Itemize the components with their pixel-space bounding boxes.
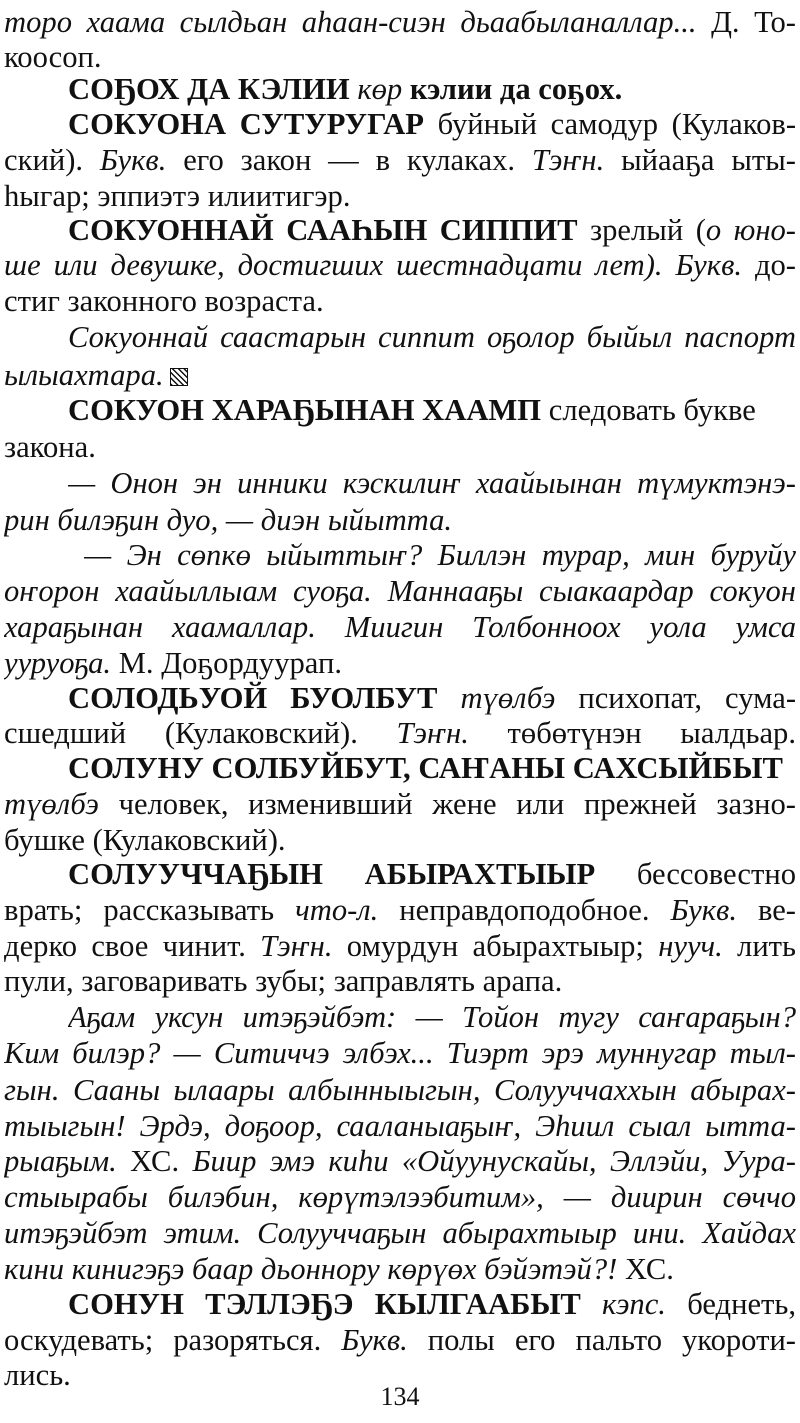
text-run: его закон — в кулаках. — [183, 143, 532, 177]
headword: кэлии да соҕох. — [409, 72, 623, 106]
text-run: Д. То- — [711, 5, 796, 39]
italic-text: түөлбэ — [4, 787, 119, 821]
text-run: ХС. — [624, 1252, 674, 1286]
italic-text: Букв. — [341, 1323, 428, 1357]
headword: СОКУОННАЙ СААҺЫН СИППИТ — [68, 213, 591, 247]
text-line — [68, 463, 796, 505]
text-run: оскудевать; разоряться. — [4, 1323, 342, 1357]
text-run: зрелый ( — [590, 213, 706, 247]
text-run: ве- — [757, 893, 796, 927]
italic-text: түөлбэ — [460, 681, 579, 715]
text-run: беднеть, — [687, 1287, 796, 1321]
text-run: лись. — [4, 1358, 71, 1392]
italic-text: ууруоҕа. — [4, 646, 119, 680]
text-run: бушке (Кулаковский). — [4, 823, 286, 857]
italic-text: — Эн сөпкө ыйыттыҥ? Биллэн турар, мин буруйу — [84, 538, 796, 572]
text-line — [68, 390, 796, 432]
text-run: психопат, сума- — [578, 681, 796, 715]
italic-text: кини кинигэҕэ баар дьоннору көрүөх бэйэтэй?! — [4, 1252, 625, 1286]
italic-text: тыыгын! Эрдэ, доҕоор, сааланыаҕыҥ, Эһиил сыал ытта- — [4, 1109, 796, 1143]
text-run: ХС. — [130, 1144, 193, 1178]
text-run: төбөтүнэн ыалдьар. — [507, 716, 796, 750]
text-run: до- — [754, 248, 796, 282]
headword: СОНУН ТЭЛЛЭҔЭ КЫЛГААБЫТ — [68, 1287, 603, 1321]
italic-text: көр — [357, 72, 410, 106]
italic-text: Тэҥн. — [260, 929, 347, 963]
text-run: следовать букве — [548, 393, 756, 427]
italic-text: хараҕынан хаамаллар. Миигин Толбонноох уола умса — [4, 610, 796, 644]
italic-text: о юно- — [705, 213, 796, 247]
italic-text: рыаҕым. — [4, 1144, 131, 1178]
text-run: полы его пальто укороти- — [427, 1323, 796, 1357]
italic-text: итэҕэйбэт этим. Солууччаҕын абырахтыыр ини. Хайдах — [4, 1216, 796, 1250]
page-number: 134 — [380, 1382, 420, 1411]
hatched-box-icon — [170, 368, 188, 386]
italic-text: Сокуоннай саастарын сиппит оҕолор быйыл паспорт — [68, 320, 796, 354]
text-line — [4, 1033, 796, 1075]
text-run: стиг законного возраста. — [4, 284, 324, 318]
italic-text: торо хаама сылдьан аһаан-сиэн дьаабыланаллар... — [4, 5, 712, 39]
italic-text: Биир эмэ киһи «Ойуунускайы, Эллэйи, Уура- — [192, 1144, 796, 1178]
text-run: ский). — [4, 143, 100, 177]
italic-text: Тэҥн. — [531, 143, 622, 177]
italic-text: Аҕам уксун итэҕэйбэт: — Тойон тугу саҥараҕын? — [68, 1000, 796, 1034]
text-run: закона. — [4, 430, 96, 464]
headword: СОЛУУЧЧАҔЫН АБЫРАХТЫЫР — [68, 857, 637, 891]
text-run: коосоп. — [4, 40, 102, 74]
text-run: һыгар; эппиэтэ илиитигэр. — [4, 179, 351, 213]
text-run: человек, изменивший жене или прежней зазно- — [118, 787, 796, 821]
text-run: неправдоподобное. — [399, 893, 671, 927]
italic-text: кэпс. — [602, 1287, 688, 1321]
text-run: М. Доҕордуурап. — [118, 646, 342, 680]
text-run: дерко свое чинит. — [4, 929, 261, 963]
italic-text: стыырабы билэбин, көрүтэлээбитим», — диирин сөччо — [4, 1180, 796, 1214]
text-run: пули, заговаривать зубы; заправлять арапа. — [4, 964, 563, 998]
italic-text: рин билэҕин дуо, — диэн ыйытта. — [4, 503, 453, 537]
italic-text: ылыахтара. — [4, 358, 164, 392]
italic-text: Букв. — [670, 893, 758, 927]
italic-text: Букв. — [99, 143, 184, 177]
headword: СОЛУНУ СОЛБУЙБУТ, САҤАНЫ САХСЫЙБЫТ — [68, 751, 783, 785]
italic-text: Ким билэр? — Ситиччэ элбэх... Тиэрт эрэ муннугар тыл- — [4, 1036, 796, 1070]
italic-text: гын. Сааны ылаары албынныыгын, Солууччаххын абырах- — [4, 1073, 796, 1107]
italic-text: оҥорон хаайыллыам суоҕа. Маннааҕы сыакаардар сокуон — [4, 574, 796, 608]
text-line — [68, 317, 796, 359]
italic-text: нууч. — [658, 929, 738, 963]
headword: СОКУОНА СУТУРУГАР — [68, 107, 438, 141]
text-run: омурдун абырахтыыр; — [346, 929, 659, 963]
text-run: бессовестно — [636, 857, 796, 891]
headword: СОҔОХ ДА КЭЛИИ — [68, 72, 358, 106]
italic-text: — Онон эн инники кэскилиҥ хаайыынан түмуктэнэ- — [68, 466, 796, 500]
text-run: ыйааҕа ыты- — [621, 143, 796, 177]
italic-text: Тэҥн. — [396, 716, 508, 750]
text-run: буйный самодур (Кулаков- — [437, 107, 796, 141]
text-run: врать; рассказывать — [4, 893, 296, 927]
headword: СОКУОН ХАРАҔЫНАН ХААМП — [68, 393, 549, 427]
text-run: лить — [737, 929, 796, 963]
headword: СОЛОДЬУОЙ БУОЛБУТ — [68, 681, 461, 715]
text-run: сшедший (Кулаковский). — [4, 716, 397, 750]
italic-text: что-л. — [295, 893, 400, 927]
italic-text: ше или девушке, достигших шестнадцати лет). Букв. — [4, 248, 755, 282]
